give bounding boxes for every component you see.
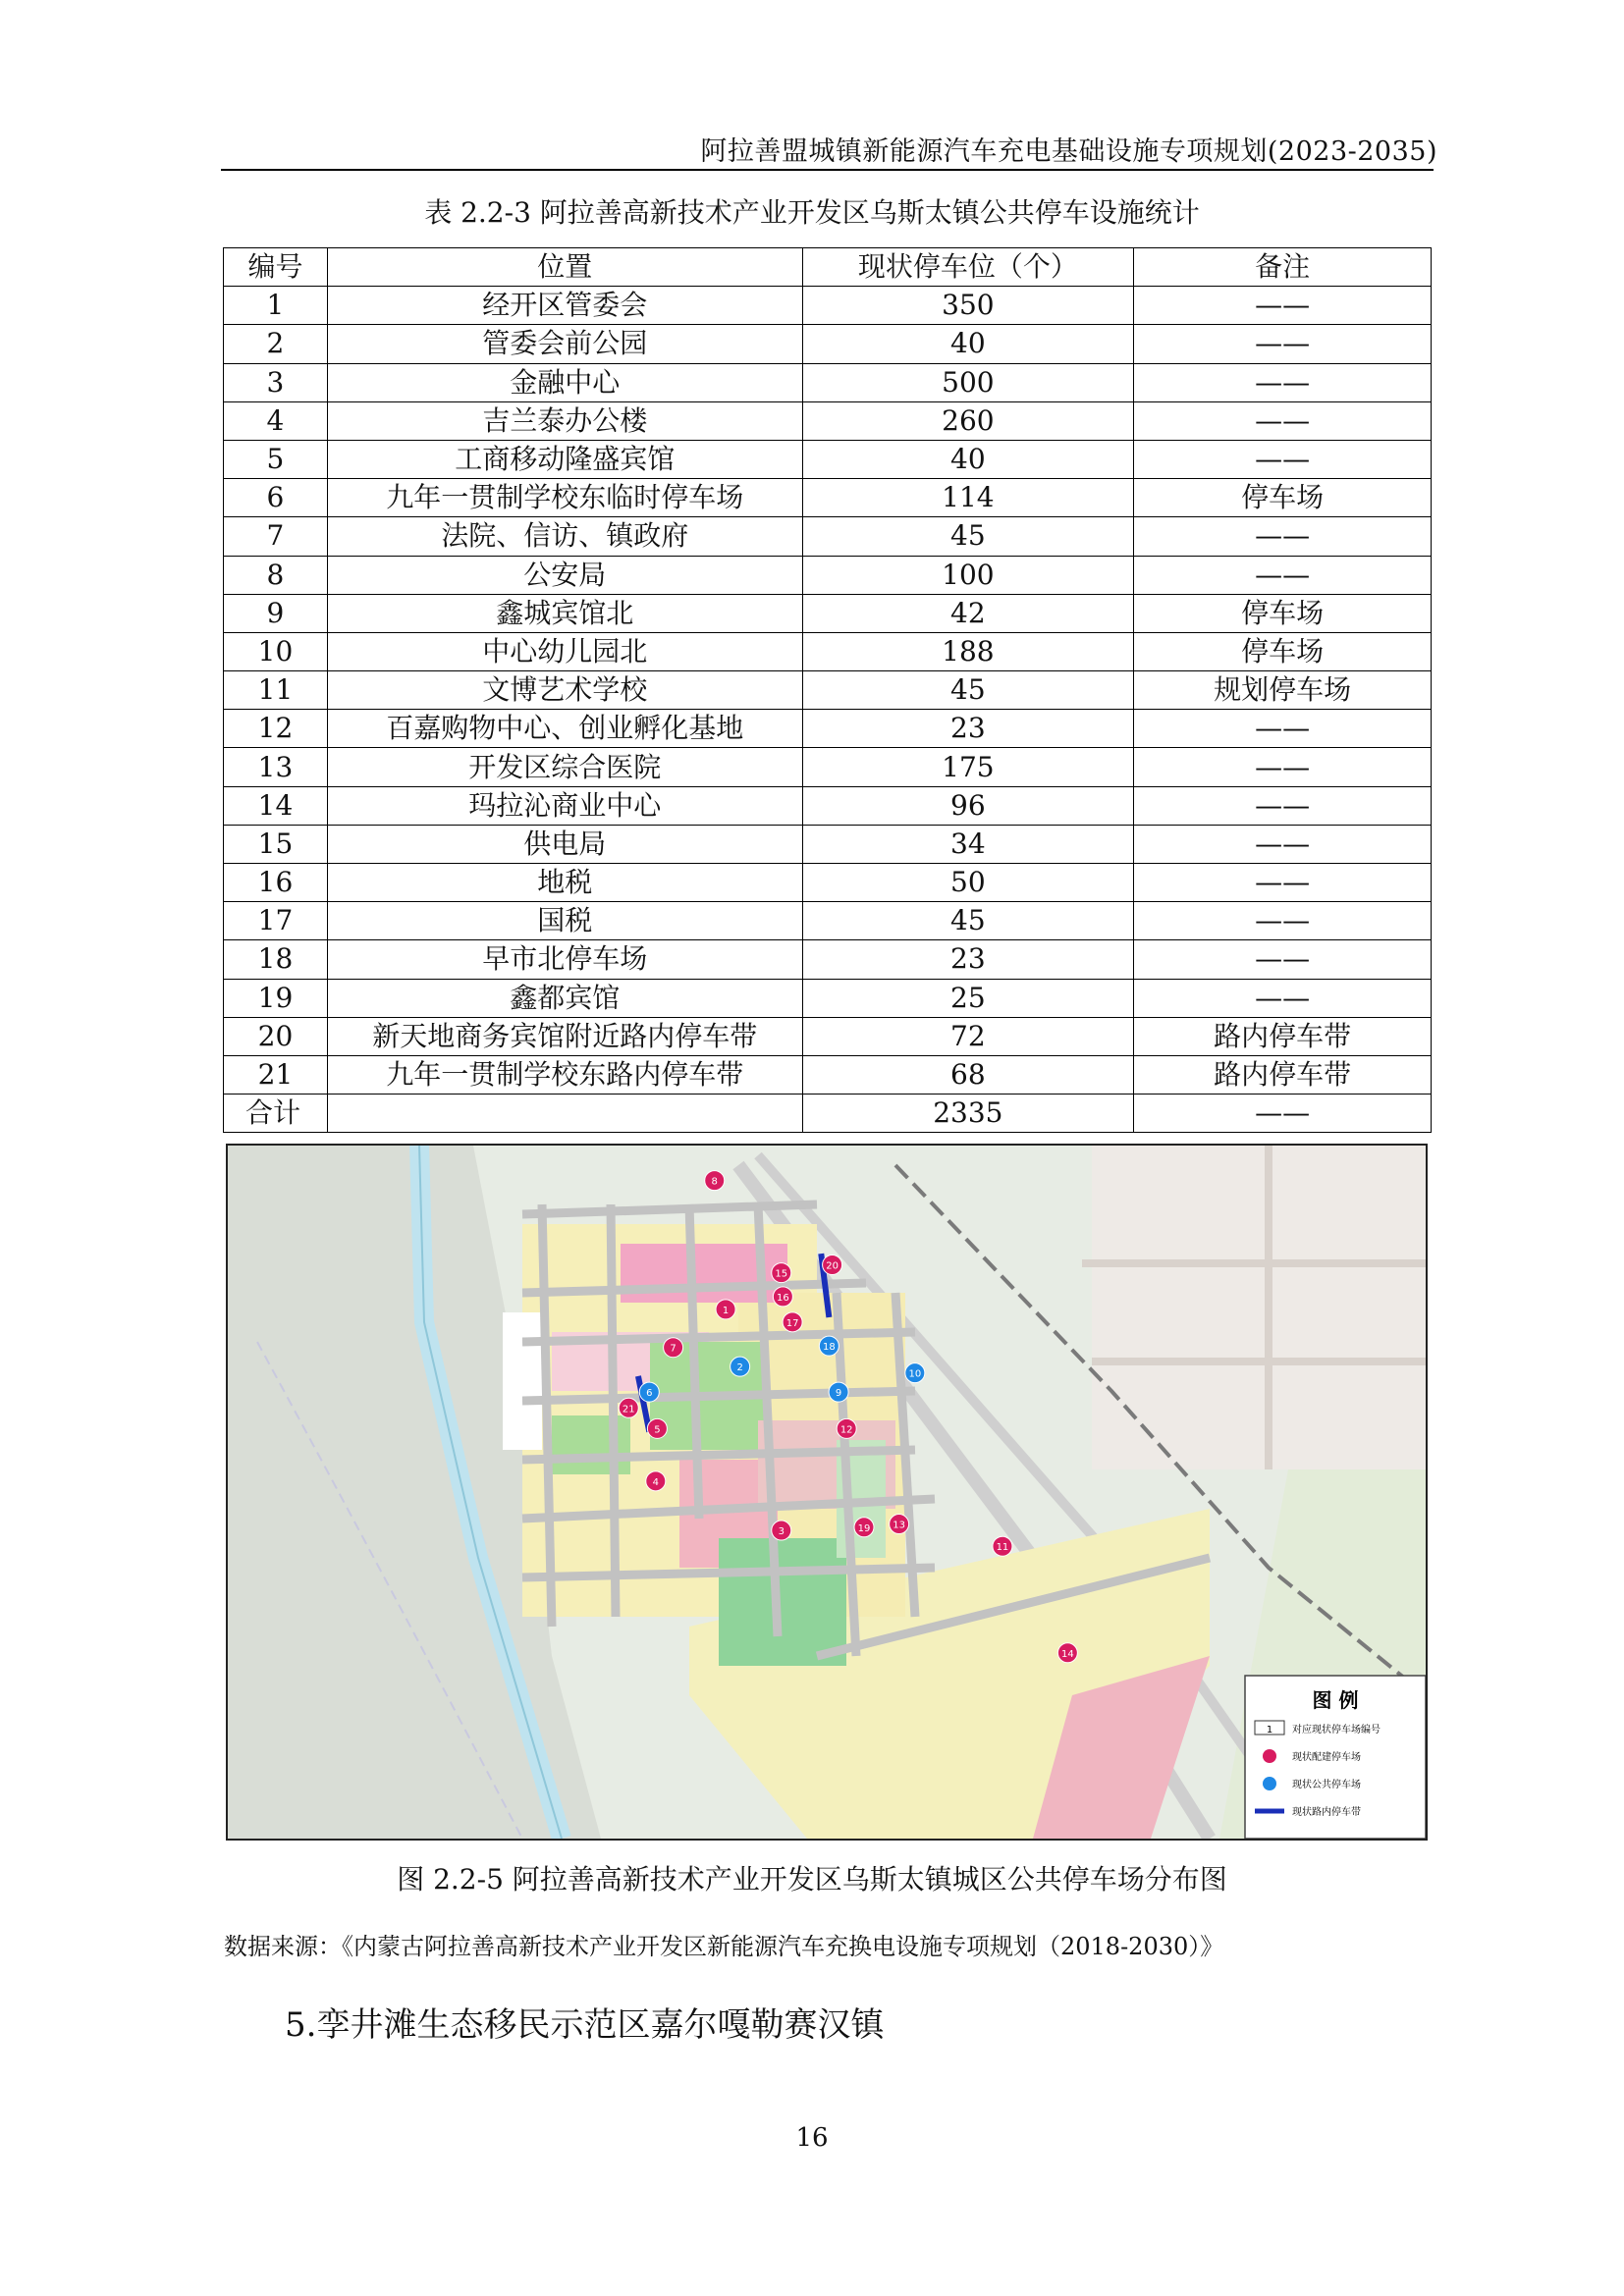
cell-count: 23: [802, 940, 1134, 979]
cell-note: ——: [1134, 517, 1432, 556]
table-row: [224, 940, 1432, 979]
cell-location: 玛拉沁商业中心: [327, 786, 802, 825]
table-row: [224, 1017, 1432, 1055]
parking-marker-label: 6: [646, 1388, 653, 1400]
cell-number: 8: [224, 556, 328, 594]
table-row: [224, 710, 1432, 748]
total-location: [327, 1095, 802, 1133]
cell-count: 260: [802, 401, 1134, 440]
cell-number: 16: [224, 864, 328, 902]
table-row: [224, 786, 1432, 825]
parking-marker-label: 14: [1060, 1648, 1074, 1660]
park-west: [552, 1415, 630, 1474]
cell-note: ——: [1134, 710, 1432, 748]
table-row: [224, 748, 1432, 786]
cell-location: 工商移动隆盛宾馆: [327, 440, 802, 478]
parking-marker-label: 19: [857, 1522, 871, 1534]
running-header: 阿拉善盟城镇新能源汽车充电基础设施专项规划(2023-2035): [700, 136, 1437, 167]
cell-note: 停车场: [1134, 632, 1432, 670]
parking-distribution-map: [226, 1144, 1428, 1841]
cell-note: 路内停车带: [1134, 1055, 1432, 1094]
parking-marker-label: 7: [670, 1343, 677, 1355]
cell-number: 9: [224, 594, 328, 632]
cell-note: ——: [1134, 363, 1432, 401]
table-body: [224, 287, 1432, 1095]
cell-number: 14: [224, 786, 328, 825]
legend-label-public-parking: 现状公共停车场: [1292, 1780, 1361, 1790]
table-row: [224, 287, 1432, 325]
cell-note: ——: [1134, 401, 1432, 440]
parking-marker-label: 11: [996, 1542, 1009, 1554]
parking-marker-label: 20: [826, 1260, 839, 1272]
cell-location: 文博艺术学校: [327, 671, 802, 710]
table-row: [224, 1055, 1432, 1094]
table-row: [224, 671, 1432, 710]
cell-note: 停车场: [1134, 479, 1432, 517]
cell-count: 34: [802, 825, 1134, 863]
cell-count: 68: [802, 1055, 1134, 1094]
table-row: [224, 632, 1432, 670]
cell-location: 供电局: [327, 825, 802, 863]
cell-number: 18: [224, 940, 328, 979]
cell-note: ——: [1134, 440, 1432, 478]
legend-symbol-number-text: 1: [1266, 1725, 1273, 1735]
cell-note: 停车场: [1134, 594, 1432, 632]
table-caption: 表 2.2-3 阿拉善高新技术产业开发区乌斯太镇公共停车设施统计: [424, 196, 1200, 229]
cell-count: 23: [802, 710, 1134, 748]
cell-location: 早市北停车场: [327, 940, 802, 979]
cell-note: ——: [1134, 325, 1432, 363]
figure-caption: 图 2.2-5 阿拉善高新技术产业开发区乌斯太镇城区公共停车场分布图: [397, 1863, 1227, 1896]
column-header-count: 现状停车位（个）: [802, 248, 1134, 287]
cell-number: 7: [224, 517, 328, 556]
table-total-row: [224, 1095, 1432, 1133]
table-row: [224, 556, 1432, 594]
cell-location: 中心幼儿园北: [327, 632, 802, 670]
cell-note: 规划停车场: [1134, 671, 1432, 710]
table-row: [224, 325, 1432, 363]
cell-note: ——: [1134, 979, 1432, 1017]
cell-location: 百嘉购物中心、创业孵化基地: [327, 710, 802, 748]
cell-count: 100: [802, 556, 1134, 594]
legend-label-street-parking: 现状路内停车带: [1292, 1807, 1361, 1818]
cell-number: 19: [224, 979, 328, 1017]
cell-location: 金融中心: [327, 363, 802, 401]
parking-marker-label: 8: [711, 1176, 718, 1188]
column-header-location: 位置: [327, 248, 802, 287]
table-row: [224, 979, 1432, 1017]
cell-note: ——: [1134, 748, 1432, 786]
table-row: [224, 479, 1432, 517]
cell-count: 114: [802, 479, 1134, 517]
cell-location: 地税: [327, 864, 802, 902]
section-heading: 5.孪井滩生态移民示范区嘉尔嘎勒赛汉镇: [285, 2005, 885, 2045]
cell-note: ——: [1134, 556, 1432, 594]
block-stadium: [719, 1538, 846, 1666]
cell-location: 管委会前公园: [327, 325, 802, 363]
cell-count: 175: [802, 748, 1134, 786]
cell-note: ——: [1134, 902, 1432, 940]
parking-marker-label: 5: [654, 1424, 661, 1436]
cell-number: 11: [224, 671, 328, 710]
cell-count: 42: [802, 594, 1134, 632]
cell-location: 九年一贯制学校东临时停车场: [327, 479, 802, 517]
parking-marker-label: 17: [785, 1317, 799, 1329]
cell-number: 3: [224, 363, 328, 401]
cell-number: 21: [224, 1055, 328, 1094]
map-svg: [228, 1146, 1426, 1839]
column-header-note: 备注: [1134, 248, 1432, 287]
legend-label-number: 对应现状停车场编号: [1292, 1725, 1380, 1735]
cell-number: 15: [224, 825, 328, 863]
parking-marker-label: 2: [736, 1362, 743, 1374]
page-number: 16: [795, 2123, 829, 2153]
total-label: 合计: [224, 1095, 328, 1133]
cell-count: 40: [802, 440, 1134, 478]
cell-note: 路内停车带: [1134, 1017, 1432, 1055]
cell-number: 2: [224, 325, 328, 363]
cell-number: 20: [224, 1017, 328, 1055]
legend-title: 图 例: [1312, 1688, 1359, 1712]
map-legend: [1245, 1676, 1426, 1839]
cell-number: 4: [224, 401, 328, 440]
parking-marker-label: 9: [835, 1388, 842, 1400]
cell-count: 45: [802, 671, 1134, 710]
data-source-note: 数据来源：《内蒙古阿拉善高新技术产业开发区新能源汽车充换电设施专项规划（2018-2030）》: [224, 1933, 1224, 1960]
parking-marker-label: 1: [722, 1305, 730, 1316]
cell-count: 40: [802, 325, 1134, 363]
cell-count: 25: [802, 979, 1134, 1017]
cell-location: 经开区管委会: [327, 287, 802, 325]
cell-note: ——: [1134, 864, 1432, 902]
parking-marker-label: 13: [893, 1520, 906, 1531]
cell-number: 10: [224, 632, 328, 670]
cell-location: 鑫城宾馆北: [327, 594, 802, 632]
parking-marker-label: 21: [622, 1404, 635, 1415]
parking-marker-label: 12: [839, 1424, 853, 1436]
table-row: [224, 594, 1432, 632]
cell-number: 5: [224, 440, 328, 478]
table-row: [224, 902, 1432, 940]
legend-symbol-public-parking: [1263, 1777, 1276, 1790]
parking-marker-label: 18: [822, 1342, 836, 1354]
cell-count: 50: [802, 864, 1134, 902]
table-row: [224, 825, 1432, 863]
table-row: [224, 517, 1432, 556]
cell-location: 吉兰泰办公楼: [327, 401, 802, 440]
parking-marker-label: 15: [775, 1268, 788, 1280]
cell-number: 17: [224, 902, 328, 940]
parking-marker-label: 16: [777, 1292, 789, 1304]
table-row: [224, 363, 1432, 401]
parking-marker-label: 10: [908, 1368, 922, 1380]
cell-note: ——: [1134, 786, 1432, 825]
total-count: 2335: [802, 1095, 1134, 1133]
cell-number: 6: [224, 479, 328, 517]
cell-note: ——: [1134, 825, 1432, 863]
cell-number: 1: [224, 287, 328, 325]
cell-location: 国税: [327, 902, 802, 940]
parking-marker-label: 3: [778, 1526, 785, 1538]
table-row: [224, 864, 1432, 902]
parking-stats-table: [223, 247, 1432, 1133]
column-header-number: 编号: [224, 248, 328, 287]
table-row: [224, 401, 1432, 440]
cell-count: 96: [802, 786, 1134, 825]
cell-count: 500: [802, 363, 1134, 401]
cell-location: 新天地商务宾馆附近路内停车带: [327, 1017, 802, 1055]
cell-location: 九年一贯制学校东路内停车带: [327, 1055, 802, 1094]
cell-count: 45: [802, 517, 1134, 556]
cell-count: 72: [802, 1017, 1134, 1055]
table-header-row: [224, 248, 1432, 287]
cell-location: 公安局: [327, 556, 802, 594]
parking-marker-label: 4: [652, 1476, 659, 1488]
cell-location: 鑫都宾馆: [327, 979, 802, 1017]
cell-number: 13: [224, 748, 328, 786]
cell-location: 开发区综合医院: [327, 748, 802, 786]
east-planned-area: [1092, 1146, 1426, 1469]
legend-label-built-parking: 现状配建停车场: [1292, 1752, 1361, 1763]
cell-note: ——: [1134, 287, 1432, 325]
table-row: [224, 440, 1432, 478]
cell-location: 法院、信访、镇政府: [327, 517, 802, 556]
header-rule: [221, 169, 1434, 171]
block-white: [503, 1312, 542, 1450]
cell-count: 188: [802, 632, 1134, 670]
cell-note: ——: [1134, 940, 1432, 979]
cell-count: 45: [802, 902, 1134, 940]
cell-count: 350: [802, 287, 1134, 325]
cell-number: 12: [224, 710, 328, 748]
legend-symbol-built-parking: [1263, 1749, 1276, 1763]
total-note: ——: [1134, 1095, 1432, 1133]
